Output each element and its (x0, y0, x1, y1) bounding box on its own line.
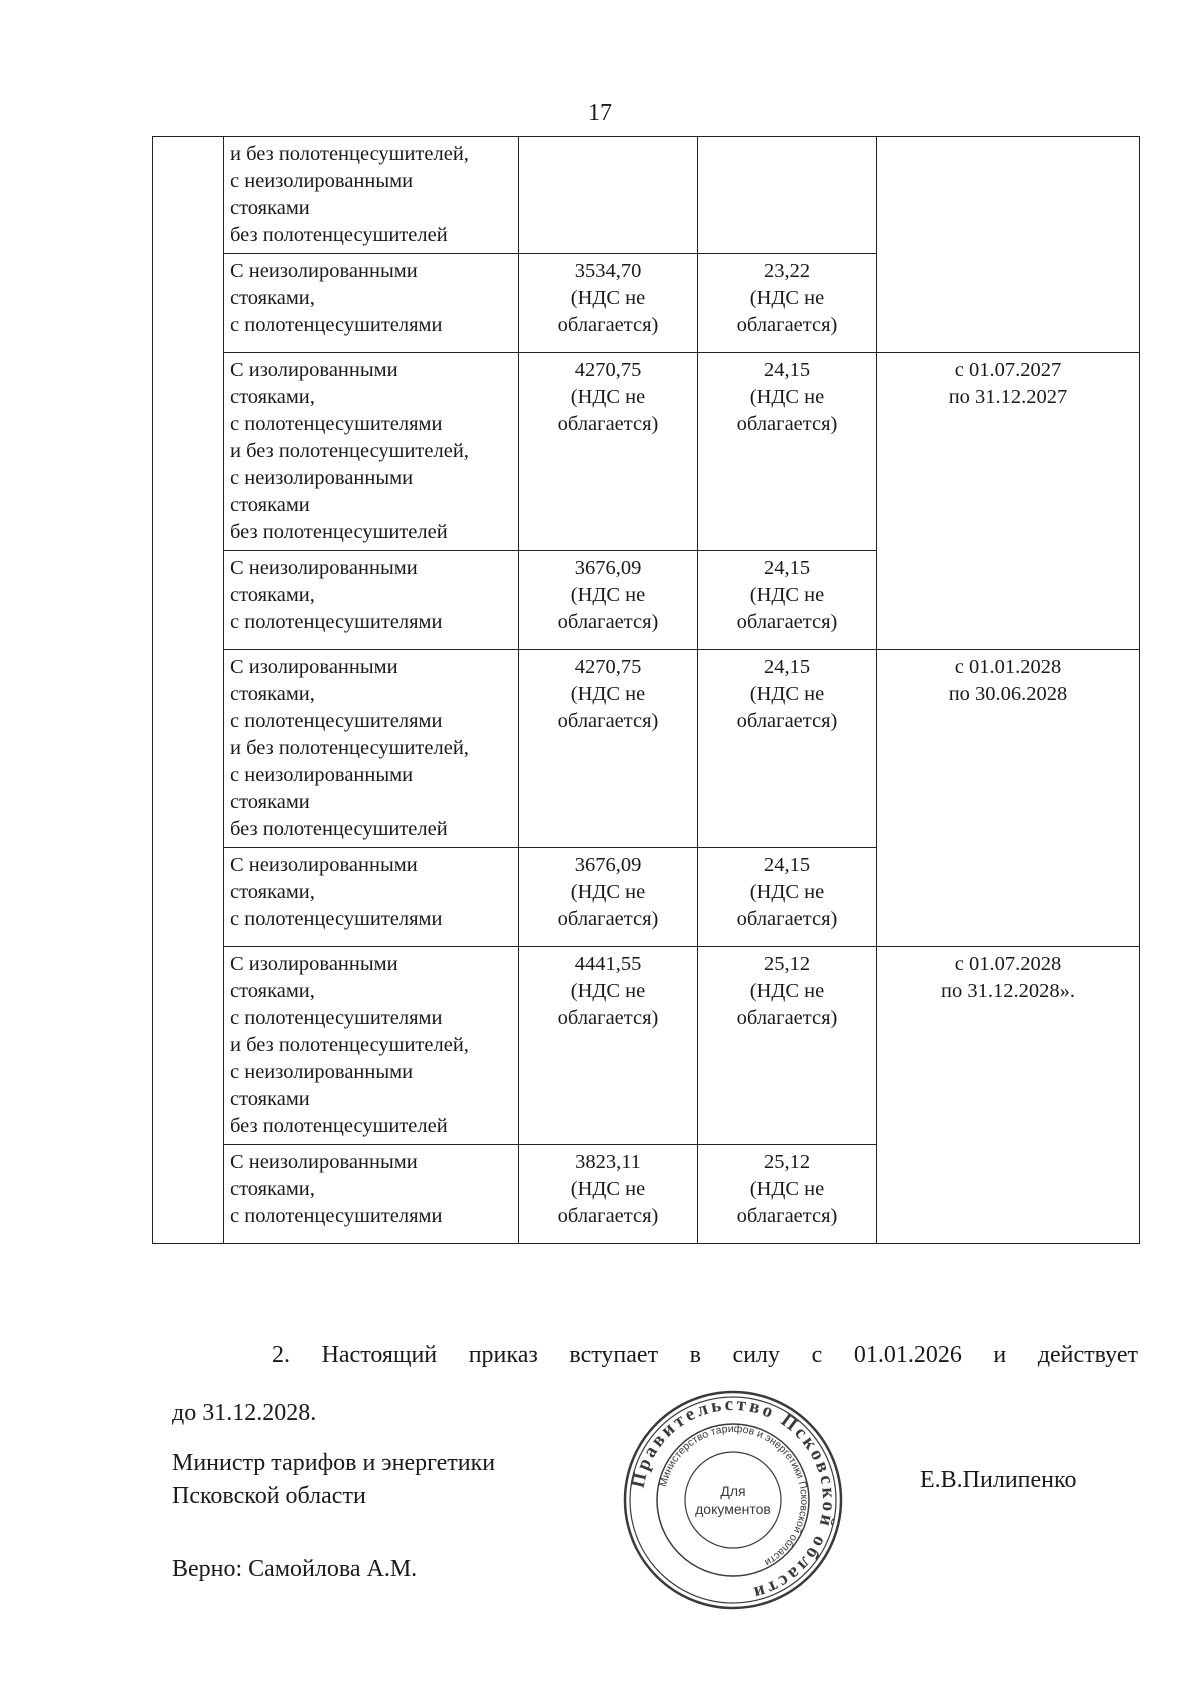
description-cell (224, 650, 519, 848)
description-line: с неизолированными (230, 170, 414, 192)
description-line: с неизолированными (230, 1061, 414, 1083)
description-line: стояками, (230, 683, 315, 705)
tariff-value-line: (НДС не (570, 584, 646, 606)
tariff-value-cell (519, 254, 698, 353)
description-cell (224, 353, 519, 551)
description-cell (224, 254, 519, 353)
coefficient-line: 23,22 (763, 260, 811, 282)
description-line: стояками, (230, 980, 315, 1002)
period-line: с 01.01.2028 (954, 656, 1062, 678)
description-line: с полотенцесушителями (230, 908, 443, 930)
description-line: с полотенцесушителями (230, 1205, 443, 1227)
tariff-value-line: 3534,70 (574, 260, 642, 282)
tariff-table (152, 136, 1140, 1244)
tariff-value-line: облагается) (557, 611, 659, 633)
coefficient-line: облагается) (736, 1007, 838, 1029)
description-line: С неизолированными (230, 1151, 418, 1173)
signatory-name: Е.В.Пилипенко (920, 1467, 1077, 1493)
description-line: и без полотенцесушителей, (230, 737, 469, 759)
tariff-value-line: облагается) (557, 413, 659, 435)
tariff-value-line: облагается) (557, 710, 659, 732)
coefficient-line: (НДС не (749, 386, 825, 408)
svg-text:Министерство тарифов и энергет: Министерство тарифов и энергетики Псковской области (657, 1422, 811, 1569)
description-line: и без полотенцесушителей, (230, 440, 469, 462)
coefficient-cell (698, 353, 877, 551)
coefficient-line: 24,15 (763, 854, 811, 876)
tariff-value-cell (519, 353, 698, 551)
description-line: С изолированными (230, 359, 398, 381)
description-line: С неизолированными (230, 854, 418, 876)
tariff-value-line: облагается) (557, 1007, 659, 1029)
tariff-value-line: (НДС не (570, 1178, 646, 1200)
coefficient-line: облагается) (736, 611, 838, 633)
description-line: с полотенцесушителями (230, 413, 443, 435)
tariff-value-cell (519, 650, 698, 848)
coefficient-line: (НДС не (749, 1178, 825, 1200)
coefficient-line: облагается) (736, 413, 838, 435)
signatory-position (172, 1447, 495, 1513)
period-line: по 30.06.2028 (948, 683, 1068, 705)
description-line: без полотенцесушителей (230, 1115, 448, 1137)
coefficient-line: (НДС не (749, 980, 825, 1002)
tariff-value-cell (519, 1145, 698, 1244)
description-line: без полотенцесушителей (230, 818, 448, 840)
description-line: стояками (230, 791, 310, 813)
signatory-position-line: Псковской области (172, 1483, 366, 1509)
tariff-value-line: 3823,11 (575, 1151, 641, 1173)
description-line: стояками, (230, 287, 315, 309)
coefficient-line: облагается) (736, 908, 838, 930)
description-line: стояками, (230, 386, 315, 408)
svg-text:Для: Для (720, 1483, 746, 1499)
description-line: стояками (230, 1088, 310, 1110)
tariff-value-line: облагается) (557, 908, 659, 930)
description-line: С изолированными (230, 953, 398, 975)
description-line: и без полотенцесушителей, (230, 143, 469, 165)
description-cell (224, 947, 519, 1145)
description-line: и без полотенцесушителей, (230, 1034, 469, 1056)
coefficient-line: облагается) (736, 710, 838, 732)
description-cell (224, 551, 519, 650)
svg-text:Правительство Псковской област: Правительство Псковской области (627, 1393, 840, 1605)
description-line: с полотенцесушителями (230, 611, 443, 633)
description-line: С изолированными (230, 656, 398, 678)
tariff-value-cell (519, 551, 698, 650)
period-line: с 01.07.2028 (954, 953, 1062, 975)
table-row (153, 947, 1140, 1145)
description-line: С неизолированными (230, 557, 418, 579)
tariff-value-line: облагается) (557, 1205, 659, 1227)
coefficient-line: (НДС не (749, 881, 825, 903)
description-cell (224, 137, 519, 254)
tariff-value-line: 4270,75 (574, 359, 642, 381)
coefficient-line: 24,15 (763, 656, 811, 678)
description-line: без полотенцесушителей (230, 521, 448, 543)
coefficient-line: облагается) (736, 314, 838, 336)
period-cell (877, 353, 1140, 650)
period-cell (877, 650, 1140, 947)
coefficient-line: 25,12 (763, 953, 811, 975)
coefficient-line: 24,15 (763, 359, 811, 381)
description-line: С неизолированными (230, 260, 418, 282)
tariff-value-line: 4270,75 (574, 656, 642, 678)
tariff-value-line: (НДС не (570, 683, 646, 705)
table-row (153, 137, 1140, 254)
tariff-value-line: (НДС не (570, 287, 646, 309)
tariff-value-cell (519, 947, 698, 1145)
tariff-value-line: 3676,09 (574, 557, 642, 579)
coefficient-cell (698, 947, 877, 1145)
tariff-value-line: 4441,55 (574, 953, 642, 975)
effective-date-paragraph: 2. Настоящий приказ вступает в силу с 01.01.2026 и действует (272, 1342, 1138, 1368)
description-line: стояками, (230, 1178, 315, 1200)
coefficient-line: (НДС не (749, 287, 825, 309)
table-row (153, 650, 1140, 848)
period-line: по 31.12.2028». (941, 980, 1075, 1002)
page-number: 17 (588, 100, 612, 126)
description-line: с полотенцесушителями (230, 710, 443, 732)
effective-date-paragraph-end: до 31.12.2028. (172, 1400, 317, 1426)
tariff-value-line: (НДС не (570, 881, 646, 903)
coefficient-cell (698, 650, 877, 848)
description-line: без полотенцесушителей (230, 224, 448, 246)
tariff-value-line: 3676,09 (574, 854, 642, 876)
description-line: стояками, (230, 584, 315, 606)
tariff-value-line: облагается) (557, 314, 659, 336)
coefficient-cell (698, 137, 877, 254)
description-line: стояками, (230, 881, 315, 903)
coefficient-cell (698, 848, 877, 947)
table-row (153, 353, 1140, 551)
official-seal (621, 1388, 845, 1612)
tariff-value-cell (519, 137, 698, 254)
signatory-position-line: Министр тарифов и энергетики (172, 1450, 496, 1476)
coefficient-cell (698, 254, 877, 353)
coefficient-line: (НДС не (749, 683, 825, 705)
description-cell (224, 848, 519, 947)
tariff-value-line: (НДС не (570, 980, 646, 1002)
coefficient-line: 24,15 (763, 557, 811, 579)
certified-copy-note: Верно: Самойлова А.М. (172, 1556, 418, 1582)
description-line: с неизолированными (230, 764, 414, 786)
period-line: по 31.12.2027 (948, 386, 1068, 408)
coefficient-line: облагается) (736, 1205, 838, 1227)
period-cell (877, 137, 1140, 353)
svg-text:документов: документов (695, 1501, 771, 1517)
coefficient-cell (698, 551, 877, 650)
tariff-value-cell (519, 848, 698, 947)
coefficient-cell (698, 1145, 877, 1244)
coefficient-line: (НДС не (749, 584, 825, 606)
description-cell (224, 1145, 519, 1244)
description-line: с неизолированными (230, 467, 414, 489)
tariff-value-line: (НДС не (570, 386, 646, 408)
description-line: с полотенцесушителями (230, 1007, 443, 1029)
index-cell (153, 137, 224, 1244)
description-line: стояками (230, 494, 310, 516)
description-line: с полотенцесушителями (230, 314, 443, 336)
period-line: с 01.07.2027 (954, 359, 1062, 381)
coefficient-line: 25,12 (763, 1151, 811, 1173)
description-line: стояками (230, 197, 310, 219)
period-cell (877, 947, 1140, 1244)
